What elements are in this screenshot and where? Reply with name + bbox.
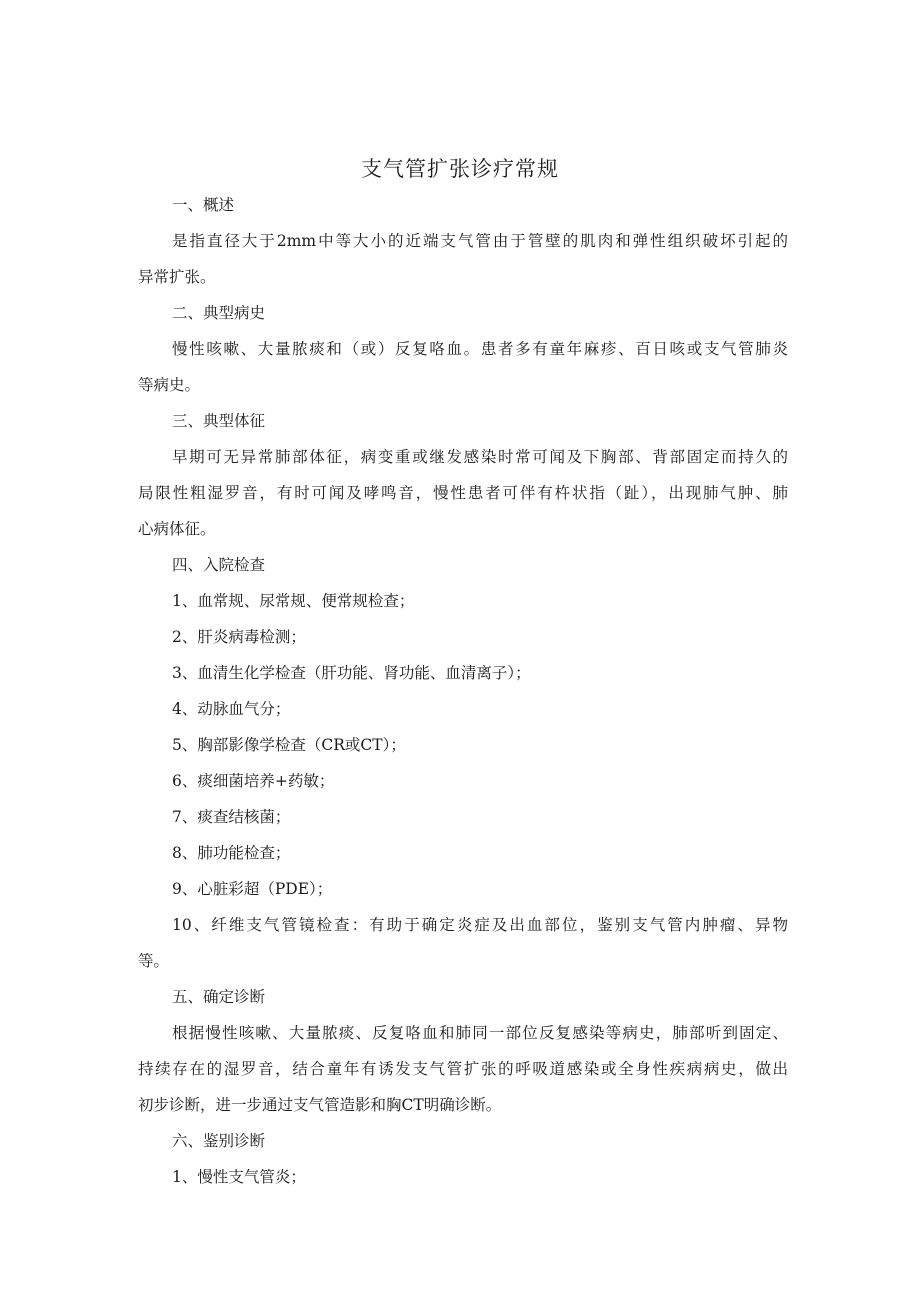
section-heading-exams <box>138 547 788 583</box>
section-heading: 一、概述 <box>172 196 235 214</box>
section-heading-differential <box>138 1123 788 1159</box>
differential-list <box>138 1159 788 1195</box>
list-item-continuation: 等。 <box>138 952 170 970</box>
list-item: 9、心脏彩超（PDE）； <box>172 880 333 898</box>
list-item: 7、痰查结核菌； <box>172 808 291 826</box>
section-heading: 二、典型病史 <box>172 304 266 322</box>
paragraph-line: 持续存在的湿罗音，结合童年有诱发支气管扩张的呼吸道感染或全身性疾病病史，做出 <box>138 1060 788 1078</box>
page-title: 支气管扩张诊疗常规 <box>361 157 559 181</box>
paragraph-diagnosis <box>138 1015 788 1123</box>
paragraph-line: 是指直径大于2mm中等大小的近端支气管由于管壁的肌肉和弹性组织破坏引起的 <box>172 232 788 250</box>
paragraph-signs <box>138 439 788 547</box>
paragraph-history <box>138 331 788 403</box>
list-item: 3、血清生化学检查（肝功能、肾功能、血清离子）； <box>172 664 531 682</box>
section-heading: 四、入院检查 <box>172 556 266 574</box>
list-item: 5、胸部影像学检查（CR或CT）； <box>172 736 406 754</box>
list-item: 1、慢性支气管炎； <box>172 1168 306 1186</box>
list-item: 4、动脉血气分； <box>172 700 291 718</box>
paragraph-line: 等病史。 <box>138 376 201 394</box>
section-heading: 六、鉴别诊断 <box>172 1132 266 1150</box>
paragraph-line: 早期可无异常肺部体征，病变重或继发感染时常可闻及下胸部、背部固定而持久的 <box>172 448 788 466</box>
paragraph-line: 慢性咳嗽、大量脓痰和（或）反复咯血。患者多有童年麻疹、百日咳或支气管肺炎 <box>172 340 788 358</box>
paragraph-line: 根据慢性咳嗽、大量脓痰、反复咯血和肺同一部位反复感染等病史，肺部听到固定、 <box>172 1024 788 1042</box>
list-item: 6、痰细菌培养+药敏； <box>172 772 335 790</box>
section-heading-diagnosis <box>138 979 788 1015</box>
list-item: 8、肺功能检查； <box>172 844 291 862</box>
paragraph-line: 心病体征。 <box>138 520 216 538</box>
section-heading-signs <box>138 403 788 439</box>
paragraph-line: 初步诊断，进一步通过支气管造影和胸CT明确诊断。 <box>138 1096 502 1114</box>
paragraph-overview <box>138 223 788 295</box>
section-heading: 五、确定诊断 <box>172 988 266 1006</box>
section-heading-history <box>138 295 788 331</box>
list-item: 1、血常规、尿常规、便常规检查； <box>172 592 415 610</box>
paragraph-line: 局限性粗湿罗音，有时可闻及哮鸣音，慢性患者可伴有杵状指（趾），出现肺气肿、肺 <box>138 484 788 502</box>
exam-list <box>138 583 788 979</box>
list-item: 10、纤维支气管镜检查：有助于确定炎症及出血部位，鉴别支气管内肿瘤、异物 <box>172 916 788 934</box>
section-heading: 三、典型体征 <box>172 412 266 430</box>
section-heading-overview <box>138 187 788 223</box>
paragraph-line: 异常扩张。 <box>138 268 216 286</box>
list-item: 2、肝炎病毒检测； <box>172 628 306 646</box>
